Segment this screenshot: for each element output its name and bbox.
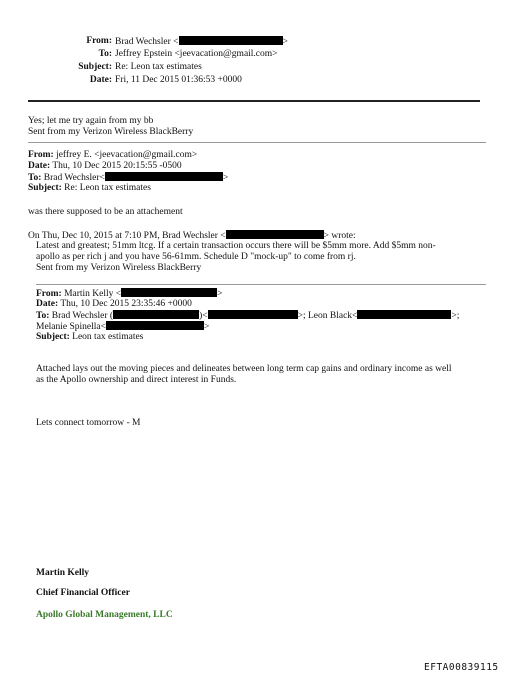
quote-line3: Sent from my Verizon Wireless BlackBerry bbox=[36, 263, 202, 273]
from-value: Brad Wechsler < > bbox=[115, 37, 288, 47]
to-value: Jeffrey Epstein <jeevacation@gmail.com> bbox=[115, 49, 278, 59]
date-label: Date: bbox=[89, 75, 112, 85]
redaction-bar bbox=[113, 310, 199, 319]
msg1-line1: Yes; let me try again from my bb bbox=[28, 116, 154, 126]
reply1-divider bbox=[28, 142, 486, 143]
reply2-body-line1: Attached lays out the moving pieces and delineates between long term cap gains and ordinary income as well bbox=[36, 364, 452, 374]
from-label: From: bbox=[86, 36, 112, 46]
reply1-subject: Subject: Re: Leon tax estimates bbox=[28, 183, 151, 193]
reply2-from: From: Martin Kelly < > bbox=[36, 289, 223, 299]
to-label: To: bbox=[98, 49, 112, 59]
signature-name: Martin Kelly bbox=[36, 568, 90, 578]
redaction-bar bbox=[106, 321, 204, 330]
signature-title: Chief Financial Officer bbox=[36, 588, 130, 598]
redaction-bar bbox=[105, 172, 223, 181]
redaction-bar bbox=[208, 310, 298, 319]
reply1-date: Date: Thu, 10 Dec 2015 20:15:55 -0500 bbox=[28, 161, 182, 171]
quote-line2: apollo as per rich j and you have 56-61mm. Schedule D "mock-up" to come from rj. bbox=[36, 252, 356, 262]
reply2-body-line3: Lets connect tomorrow - M bbox=[36, 418, 141, 428]
signature-company: Apollo Global Management, LLC bbox=[36, 610, 173, 620]
quote-intro: On Thu, Dec 10, 2015 at 7:10 PM, Brad Wechsler < > wrote: bbox=[28, 231, 356, 241]
redaction-bar bbox=[357, 310, 451, 319]
redaction-bar bbox=[179, 36, 283, 45]
subject-label: Subject: bbox=[78, 62, 112, 72]
date-value: Fri, 11 Dec 2015 01:36:53 +0000 bbox=[115, 75, 242, 85]
subject-value: Re: Leon tax estimates bbox=[115, 62, 202, 72]
quote-line1: Latest and greatest; 51mm ltcg. If a certain transaction occurs there will be $5mm more. Add $5mm non- bbox=[36, 241, 436, 251]
msg1-line2: Sent from my Verizon Wireless BlackBerry bbox=[28, 127, 194, 137]
reply2-to: To: Brad Wechsler ( )< >; Leon Black< >; bbox=[36, 311, 460, 321]
reply1-body: was there supposed to be an attachement bbox=[28, 207, 183, 217]
reply2-subject: Subject: Leon tax estimates bbox=[36, 332, 144, 342]
reply2-body-line2: as the Apollo ownership and direct interest in Funds. bbox=[36, 375, 237, 385]
reply1-from: From: jeffrey E. <jeevacation@gmail.com> bbox=[28, 150, 198, 160]
reply2-cc: Melanie Spinella< > bbox=[36, 322, 210, 332]
document-id: EFTA00839115 bbox=[424, 662, 499, 673]
reply1-to: To: Brad Wechsler< > bbox=[28, 173, 229, 183]
reply2-divider bbox=[36, 284, 486, 285]
redaction-bar bbox=[121, 288, 217, 297]
redaction-bar bbox=[226, 230, 324, 239]
header-divider bbox=[28, 100, 480, 102]
reply2-date: Date: Thu, 10 Dec 2015 23:35:46 +0000 bbox=[36, 299, 192, 309]
